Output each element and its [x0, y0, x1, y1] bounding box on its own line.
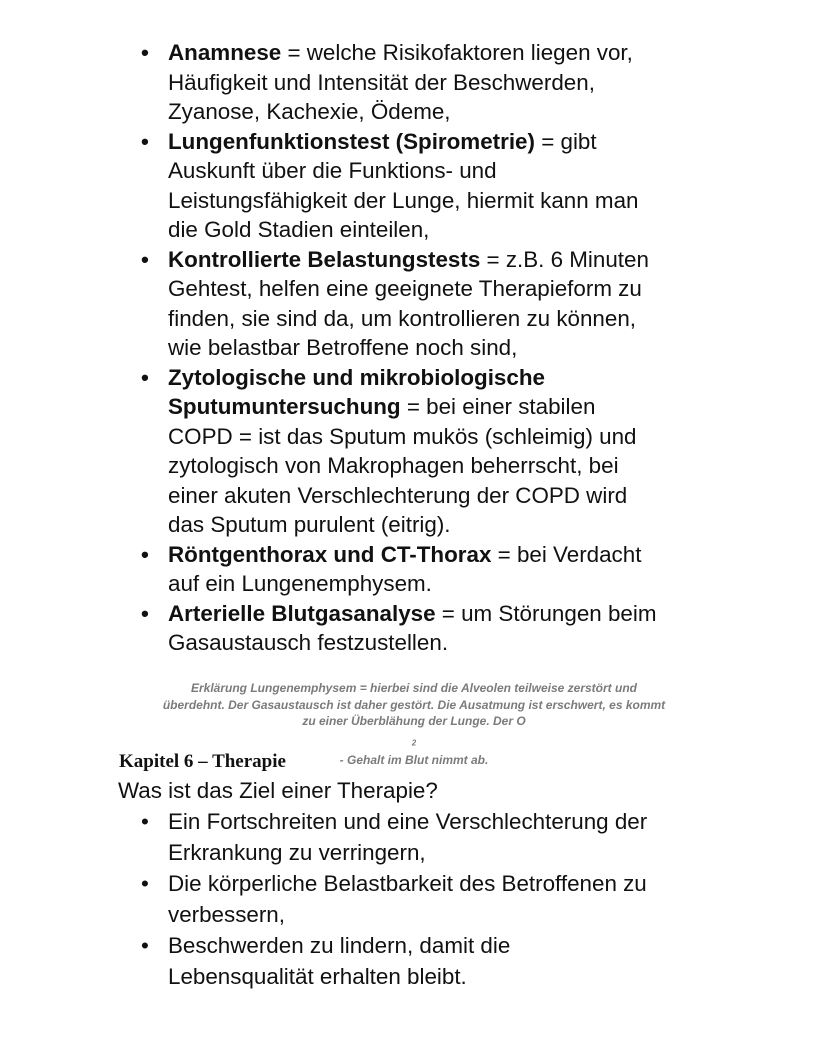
term: Sputumuntersuchung	[168, 394, 401, 419]
term-description: = z.B. 6 Minuten	[480, 246, 649, 272]
text-line: Gehtest, helfen eine geeignete Therapieform zu	[168, 276, 642, 301]
bullet-icon: •	[141, 809, 149, 834]
note-line: überdehnt. Der Gasaustausch ist daher gestört. Die Ausatmung ist erschwert, es kommt	[162, 697, 666, 712]
chapter-heading: Kapitel 6 – Therapie	[119, 751, 286, 772]
text-line: die Gold Stadien einteilen,	[168, 217, 430, 242]
bullet-icon: •	[141, 364, 149, 390]
term-description: = bei einer stabilen	[400, 394, 596, 419]
term: Zytologische und mikrobiologische	[168, 364, 545, 390]
bullet-icon: •	[141, 246, 149, 272]
term-description: = um Störungen beim	[435, 600, 657, 626]
text-line: Lebensqualität erhalten bleibt.	[168, 964, 467, 989]
term: Röntgenthorax und CT-Thorax	[168, 541, 492, 567]
note-line: zu einer Überblähung der Lunge. Der O $_2$ - Gehalt im Blut nimmt ab.	[302, 714, 526, 767]
list-item	[139, 806, 719, 868]
list-item	[139, 930, 719, 992]
therapy-goals-list	[139, 806, 719, 992]
text-line: einer akuten Verschlechterung der COPD wird	[168, 482, 628, 508]
text-line: Gasaustausch festzustellen.	[168, 630, 449, 655]
term: Lungenfunktionstest (Spirometrie)	[168, 128, 535, 154]
bullet-icon: •	[141, 40, 149, 65]
therapy-question: Was ist das Ziel einer Therapie?	[118, 778, 438, 803]
note-line: Erklärung Lungenemphysem = hierbei sind die Alveolen teilweise zerstört und	[191, 681, 637, 695]
text-line: Die körperliche Belastbarkeit des Betroffenen zu	[168, 871, 647, 896]
diagnostics-list	[139, 38, 719, 658]
list-item-roentgenthorax	[139, 540, 719, 599]
term: Anamnese	[168, 40, 282, 65]
term: Arterielle Blutgasanalyse	[168, 600, 436, 626]
list-item-sputumuntersuchung	[139, 363, 719, 540]
list-item-belastungstests	[139, 245, 719, 363]
text-line: Erkrankung zu verringern,	[168, 840, 426, 865]
bullet-icon: •	[141, 933, 149, 958]
term: Kontrollierte Belastungstests	[168, 246, 481, 272]
text-line: finden, sie sind da, um kontrollieren zu können,	[168, 305, 636, 331]
bullet-icon: •	[141, 871, 149, 896]
list-item-spirometrie	[139, 127, 719, 245]
list-item-blutgasanalyse	[139, 599, 719, 658]
text-line: Beschwerden zu lindern, damit die	[168, 933, 511, 958]
text-line: verbessern,	[168, 902, 285, 927]
text-line: Ein Fortschreiten und eine Verschlechterung der	[168, 809, 648, 834]
bullet-icon: •	[141, 541, 149, 567]
text-line: auf ein Lungenemphysem.	[168, 571, 432, 596]
text-line: Auskunft über die Funktions- und	[168, 158, 497, 183]
text-line: wie belastbar Betroffene noch sind,	[168, 335, 518, 360]
term-description: = bei Verdacht	[491, 541, 642, 567]
text-line: COPD = ist das Sputum mukös (schleimig) und	[168, 423, 637, 449]
text-line: Zyanose, Kachexie, Ödeme,	[168, 99, 451, 124]
list-item-anamnese	[139, 38, 719, 127]
term-description: = gibt	[534, 128, 597, 154]
text-line: Leistungsfähigkeit der Lunge, hiermit kann man	[168, 187, 639, 213]
bullet-icon: •	[141, 600, 149, 626]
text-line: das Sputum purulent (eitrig).	[168, 512, 451, 537]
list-item	[139, 868, 719, 930]
text-line: Häufigkeit und Intensität der Beschwerden,	[168, 69, 595, 95]
term-description: = welche Risikofaktoren liegen vor,	[281, 40, 633, 65]
text-line: zytologisch von Makrophagen beherrscht, bei	[168, 453, 619, 478]
bullet-icon: •	[141, 128, 149, 154]
